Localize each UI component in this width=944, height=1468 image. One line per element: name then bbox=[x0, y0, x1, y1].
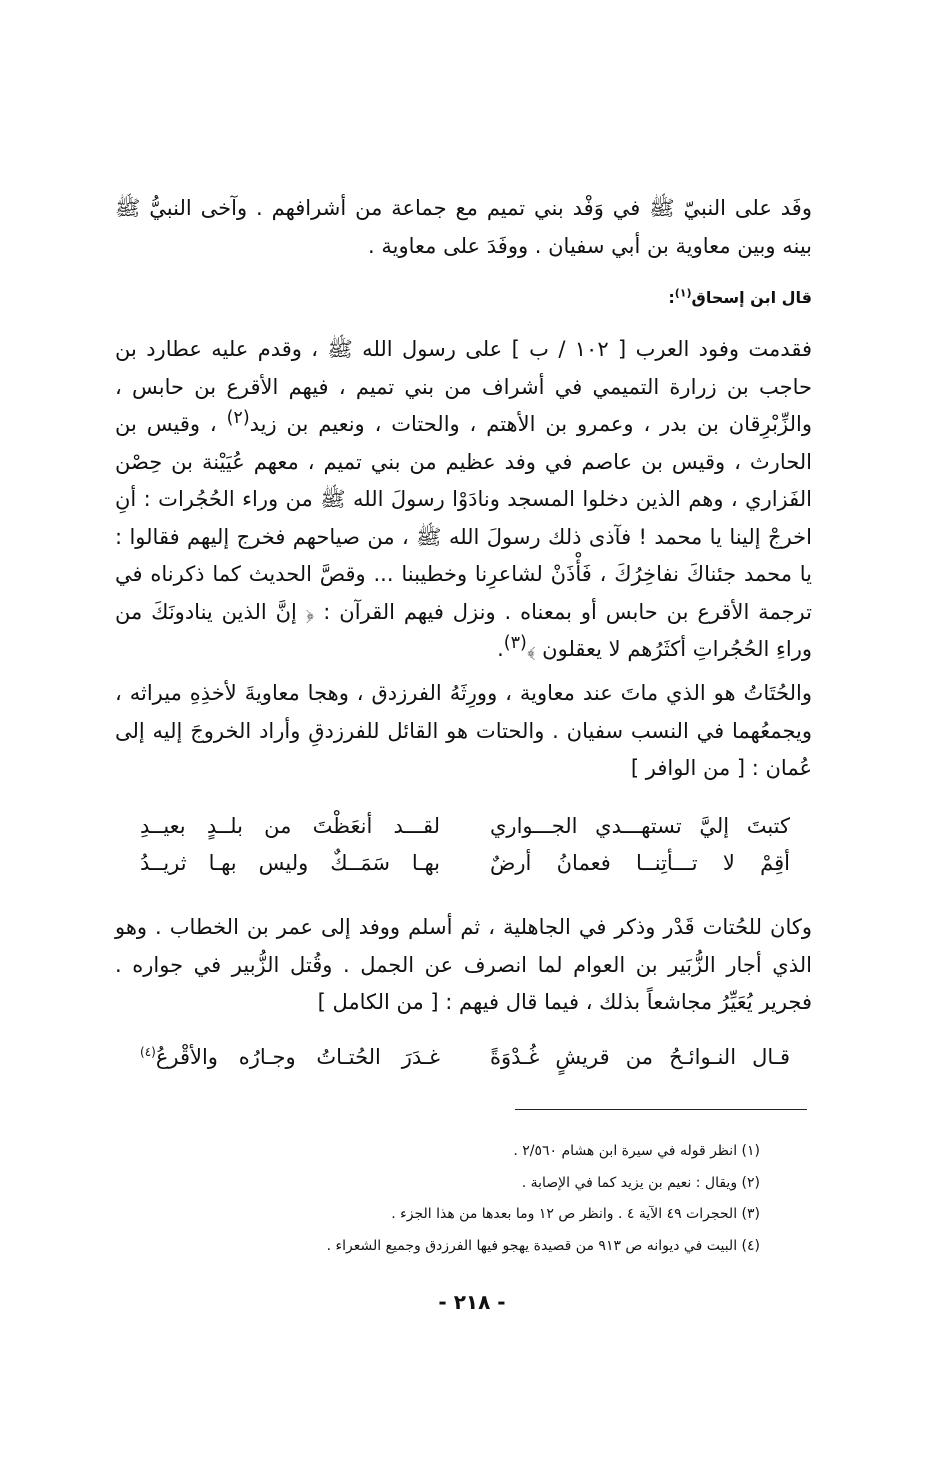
verse-line bbox=[140, 808, 790, 845]
verse-kamil bbox=[140, 1039, 790, 1076]
verse-hemistich-right: قـال النـوائـحُ من قريشٍ غُـدْوَةً bbox=[490, 1045, 790, 1069]
source-heading bbox=[115, 286, 812, 310]
footnote: (٤) البيت في ديوانه ص ٩١٣ من قصيدة يهجو فيها الفرزدق وجميع الشعراء . bbox=[326, 1237, 760, 1254]
verse-hemistich-right: كتبتَ إليَّ تستهـــدي الجـــواري bbox=[490, 814, 790, 838]
verse-line bbox=[140, 845, 790, 882]
verse-hemistich-left: بهـا سَمَــكٌ وليس بهـا ثريــدُ bbox=[140, 851, 440, 875]
footnote-marker-2: (٢) bbox=[226, 408, 250, 428]
footnote-marker-1: (١) bbox=[674, 286, 692, 300]
footnote-marker-4: (٤) bbox=[140, 1045, 156, 1059]
source-label: قال ابن إسحاق bbox=[691, 288, 812, 307]
intro-paragraph bbox=[115, 190, 812, 265]
paragraph3-text: وكان للحُتات قَدْر وذكر في الجاهلية ، ثم أسلم ووفد إلى عمر بن الخطاب . وهو الذي أجار الزُّبَير بن العوام لما انصرف عن الجمل . وقُتل الزُّبير في جواره . فجرير يُعَيِّرُ مجاشعاً بذلك ، فيما قال فيهم : [ من الكامل ] bbox=[115, 915, 812, 1014]
paragraph2-text: والحُتَاتُ هو الذي ماتَ عند معاوية ، وورِثَهُ الفرزدق ، وهجا معاويةَ لأخذِهِ ميراثه ، ويجمعُهما في النسب سفيان . والحتات هو القائل للفرزدقِ وأراد الخروجَ إليه إلى عُمان : [ من الوافر ] bbox=[115, 681, 812, 780]
paragraph-delegations bbox=[115, 331, 812, 669]
verse-line bbox=[140, 1039, 790, 1076]
verse-hemistich-right: أقِمْ لا تـــأتِنــا فعمانُ أرضٌ bbox=[490, 851, 790, 875]
paragraph-hutat-status bbox=[115, 909, 812, 1022]
verse-hemistich-left bbox=[140, 1039, 440, 1076]
paragraph1-text-b: ، وقيس بن الحارث ، وقيس بن عاصم في وفد عظيم من بني تميم ، معهم عُيَيْنة بن حِصْن الفَزاري ، وهم الذين دخلوا المسجد ونادَوْا رسولَ الله ﷺ من وراء الحُجُرات : أنِ اخرجْ إلينا يا محمد ! فآذى ذلك رسولَ الله ﷺ ، من صياحهم فخرج إليهم فقالوا : يا محمد جئناكَ نفاخِرُكَ ، فَأْذَنْ لشاعرِنا وخطيبنا ... وقصَّ الحديث كما ذكرناه في ترجمة الأقرع بن حابس أو بمعناه . ونزل فيهم القرآن : ﴿ إنَّ الذين ينادونَكَ من وراءِ الحُجُراتِ أكثَرُهم لا يعقلون ﴾ bbox=[115, 412, 812, 661]
verse-hemistich-left: لقـــد أنعَظْتَ من بلــدٍ بعيــدِ bbox=[140, 814, 440, 838]
footnote: (١) انظر قوله في سيرة ابن هشام ٢/٥٦٠ . bbox=[513, 1143, 760, 1159]
verse-hemistich-left-text: غـدَرَ الحُتـاتُ وجـارُه والأقْرعُ bbox=[155, 1045, 440, 1069]
footnotes bbox=[200, 1136, 760, 1262]
verse-wafir bbox=[140, 808, 790, 882]
footnote: (٢) ويقال : نعيم بن يزيد كما في الإصابة . bbox=[521, 1174, 760, 1191]
page-number: - ٢١٨ - bbox=[438, 1290, 506, 1314]
paragraph1-text-a: فقدمت وفود العرب [ ١٠٢ / ب ] على رسول الله ﷺ ، وقدم عليه عطارد بن حاجب بن زرارة التميمي في أشراف من بني تميم ، فيهم الأقرع بن حابس ، والزِّبْرِقان بن بدر ، وعمرو بن الأهتم ، والحتات ، ونعيم بن زيد bbox=[115, 337, 812, 436]
paragraph1-end: . bbox=[497, 637, 504, 661]
paragraph-hutat bbox=[115, 675, 812, 788]
footnote-marker-3: (٣) bbox=[503, 633, 527, 653]
footnote: (٣) الحجرات ٤٩ الآية ٤ . وانظر ص ١٢ وما بعدها من هذا الجزء . bbox=[391, 1206, 760, 1222]
intro-text: وفَد على النبيّ ﷺ في وَفْد بني تميم مع جماعة من أشرافهم . وآخى النبيُّ ﷺ بينه وبين معاوية بن أبي سفيان . ووفَدَ على معاوية . bbox=[115, 196, 812, 258]
footnote-divider bbox=[515, 1109, 807, 1110]
source-colon: : bbox=[668, 288, 675, 307]
